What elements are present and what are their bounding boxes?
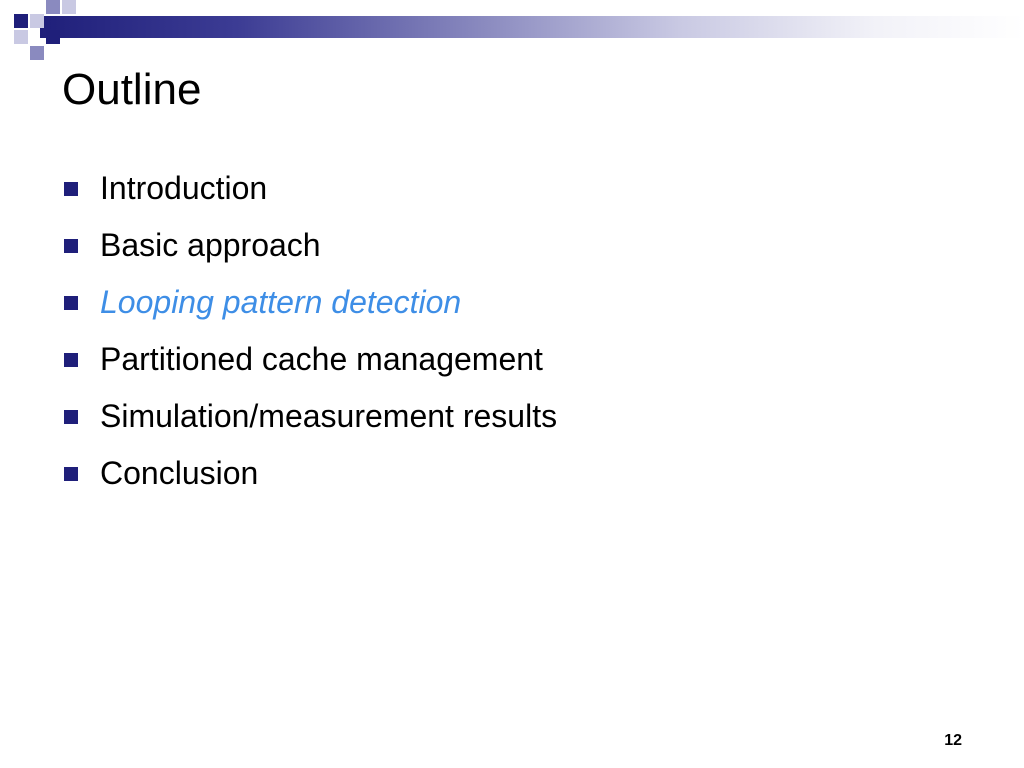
square-bullet-icon (64, 239, 78, 253)
bullet-list (64, 160, 557, 502)
bullet-item (64, 445, 557, 502)
square-bullet-icon (64, 296, 78, 310)
bullet-text: Looping pattern detection (100, 284, 462, 320)
square-bullet-icon (64, 182, 78, 196)
header-square-decoration (30, 14, 44, 28)
bullet-text: Introduction (100, 170, 268, 206)
bullet-item (64, 331, 557, 388)
bullet-item (64, 217, 557, 274)
header-square-decoration (46, 30, 60, 44)
header-square-decoration (46, 0, 60, 14)
bullet-item (64, 388, 557, 445)
bullet-item-current (64, 274, 557, 331)
header-square-decoration (30, 46, 44, 60)
header-square-decoration (62, 0, 76, 14)
bullet-item (64, 160, 557, 217)
square-bullet-icon (64, 467, 78, 481)
bullet-text: Partitioned cache management (100, 341, 543, 377)
bullet-text: Basic approach (100, 227, 321, 263)
header-square-decoration (14, 30, 28, 44)
square-bullet-icon (64, 410, 78, 424)
page-number: 12 (944, 732, 962, 749)
header-square-decoration (14, 14, 28, 28)
slide-title: Outline (62, 65, 202, 114)
bullet-text: Simulation/measurement results (100, 398, 558, 434)
bullet-text: Conclusion (100, 455, 259, 491)
square-bullet-icon (64, 353, 78, 367)
header-gradient-bar (40, 16, 1024, 38)
